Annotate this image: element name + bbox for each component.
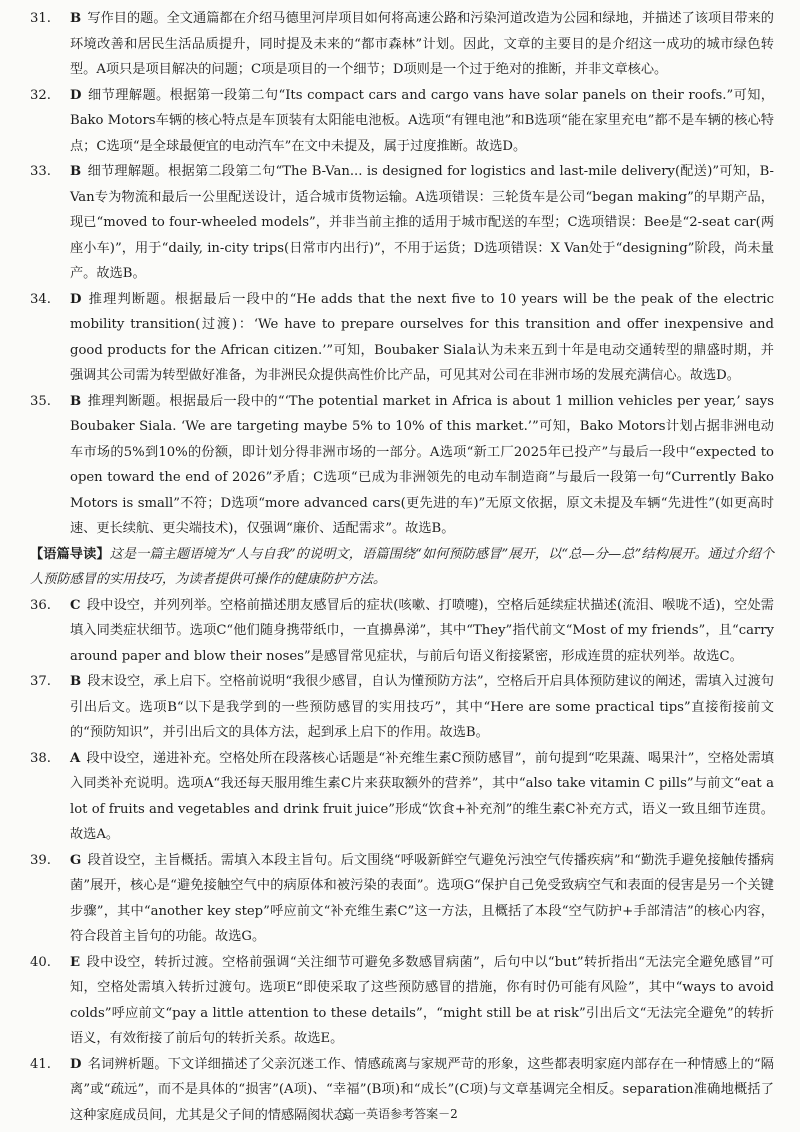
question-number: 38. (30, 750, 51, 766)
question-number: 32. (30, 87, 51, 103)
question-number: 34. (30, 291, 51, 307)
answer-item (30, 593, 774, 670)
explanation-text: 段中设空，并列列举。空格前描述朋友感冒后的症状(咳嗽、打喷嚏)，空格后延续症状描述(流泪、喉咙不适)，空处需填入同类症状细节。选项C“他们随身携带纸巾，一直擤鼻涕”，其中“They”指代前文“Most of my friends”，且“carry around paper and blow their noses”是感冒常见症状，与前后句语义衔接紧密，形成连贯的症状列举。故选C。 (70, 597, 774, 664)
answer-letter: A (70, 750, 81, 766)
explanation-text: 写作目的题。全文通篇都在介绍马德里河岸项目如何将高速公路和污染河道改造为公园和绿地，并描述了该项目带来的环境改善和居民生活品质提升，同时提及未来的“都市森林”计划。因此，文章的主要目的是介绍这一成功的城市绿色转型。A项只是项目解决的问题；C项是项目的一个细节；D项则是一个过于绝对的推断，并非文章核心。 (70, 11, 774, 77)
question-number: 39. (30, 852, 51, 868)
passage-guide-tag: 【语篇导读】 (30, 546, 110, 562)
passage-guide (30, 542, 774, 593)
question-number: 36. (30, 597, 51, 613)
answer-item (30, 950, 774, 1052)
answer-item (30, 669, 774, 746)
answer-letter: B (70, 393, 82, 409)
explanation-text: 推理判断题。根据最后一段中的“‘The potential market in Africa is about 1 million vehicles per year,’ says Boubaker Siala. ‘We are targeting maybe 5% to 10% of this market.’”可知，Bako Motors计划占据非洲电动车市场的5%到10%的份额，即计划分得非洲市场的一部分。A选项“新工厂2025年已投产”与最后一段中“expected to open toward the end of 2026”矛盾；C选项“已成为非洲领先的电动车制造商”与最后一段第一句“Currently Bako Motors is small”不符；D选项“more advanced cars(更先进的车)”无原文依据，原文未提及车辆“先进性”(如更高时速、更长续航、更尖端技术)，仅强调“廉价、适配需求”。故选B。 (70, 393, 774, 536)
answer-letter: D (70, 1056, 82, 1072)
question-number: 37. (30, 674, 51, 689)
answer-item (30, 83, 774, 160)
answer-letter: B (70, 11, 82, 26)
answer-letter: D (70, 291, 82, 307)
answer-letter: D (70, 87, 82, 103)
answer-item (30, 389, 774, 542)
answer-item (30, 6, 774, 83)
explanation-text: 细节理解题。根据第一段第二句“Its compact cars and cargo vans have solar panels on their roofs.”可知，Bako Motors车辆的核心特点是车顶装有太阳能电池板。A选项“有锂电池”和B选项“能在家里充电”都不是车辆的核心特点；C选项“是全球最便宜的电动汽车”在文中未提及，属于过度推断。故选D。 (70, 87, 774, 154)
page-footer: 高一英语参考答案－2 (342, 1107, 458, 1121)
question-number: 40. (30, 954, 51, 970)
explanation-text: 名词辨析题。下文详细描述了父亲沉迷工作、情感疏离与家规严苛的形象，这些都表明家庭内部存在一种情感上的“隔离”或“疏远”，而不是具体的“损害”(A项)、“幸福”(B项)和“成长”(C项)与文章基调完全相反。separation准确地概括了这种家庭成员间，尤其是父子间的情感隔阂状态。 (70, 1056, 774, 1123)
answer-item (30, 848, 774, 950)
answer-letter: E (70, 954, 81, 970)
question-number: 31. (30, 11, 51, 26)
question-number: 41. (30, 1056, 51, 1072)
answer-letter: G (70, 852, 82, 868)
explanation-text: 细节理解题。根据第二段第二句“The B-Van... is designed for logistics and last-mile delivery(配送)”可知，B-Van专为物流和最后一公里配送设计，适合城市货物运输。A选项错误：三轮货车是公司“began making”的早期产品，现已“moved to four-wheeled models”，并非当前主推的适用于城市配送的车型；C选项错误：Bee是“2-seat car(两座小车)”，用于“daily, in-city trips(日常市内出行)”，不用于运货；D选项错误：X Van处于“designing”阶段，尚未量产。故选B。 (70, 164, 774, 281)
passage-guide-text: 这是一篇主题语境为“人与自我”的说明文，语篇围绕“如何预防感冒”展开，以“总—分—总”结构展开。通过介绍个人预防感冒的实用技巧，为读者提供可操作的健康防护方法。 (30, 546, 775, 587)
explanation-text: 段首设空，主旨概括。需填入本段主旨句。后文围绕“呼吸新鲜空气避免污浊空气传播疾病”和“勤洗手避免接触传播病菌”展开，核心是“避免接触空气中的病原体和被污染的表面”。选项G“保护自己免受致病空气和表面的侵害是另一个关键步骤”，其中“another key step”呼应前文“补充维生素C”这一方法，且概括了本段“空气防护+手部清洁”的核心内容，符合段首主旨句的功能。故选G。 (70, 852, 774, 944)
explanation-text: 段中设空，递进补充。空格处所在段落核心话题是“补充维生素C预防感冒”，前句提到“吃果蔬、喝果汁”，空格处需填入同类补充说明。选项A“我还每天服用维生素C片来获取额外的营养”，其中“also take vitamin C pills”与前文“eat a lot of fruits and vegetables and drink fruit juice”形成“饮食+补充剂”的维生素C补充方式，语义一致且细节连贯。故选A。 (70, 750, 774, 842)
explanation-text: 段末设空，承上启下。空格前说明“我很少感冒，自认为懂预防方法”，空格后开启具体预防建议的阐述，需填入过渡句引出后文。选项B“以下是我学到的一些预防感冒的实用技巧”，其中“Here are some practical tips”直接衔接前文的“预防知识”，并引出后文的具体方法，起到承上启下的作用。故选B。 (70, 674, 774, 740)
answer-letter: B (70, 674, 82, 689)
question-number: 33. (30, 164, 51, 179)
question-number: 35. (30, 393, 51, 409)
explanation-text: 推理判断题。根据最后一段中的“He adds that the next five to 10 years will be the peak of the electric mobility transition(过渡)：‘We have to prepare ourselves for this transition and offer inexpensive and good products for the African citizen.’”可知，Boubaker Siala认为未来五到十年是电动交通转型的鼎盛时期，并强调其公司需为转型做好准备，为非洲民众提供高性价比产品，可见其对公司在非洲市场的发展充满信心。故选D。 (70, 291, 774, 383)
answer-letter: C (70, 597, 81, 613)
answer-letter: B (70, 164, 82, 179)
answer-item (30, 159, 774, 287)
explanation-text: 段中设空，转折过渡。空格前强调“关注细节可避免多数感冒病菌”，后句中以“but”转折指出“无法完全避免感冒”可知，空格处需填入转折过渡句。选项E“即使采取了这些预防感冒的措施，你有时仍可能有风险”，其中“ways to avoid colds”呼应前文“pay a little attention to these details”，“might still be at risk”引出后文“无法完全避免”的转折语义，有效衔接了前后句的转折关系。故选E。 (70, 954, 774, 1046)
answer-item (30, 746, 774, 848)
answer-item (30, 287, 774, 389)
